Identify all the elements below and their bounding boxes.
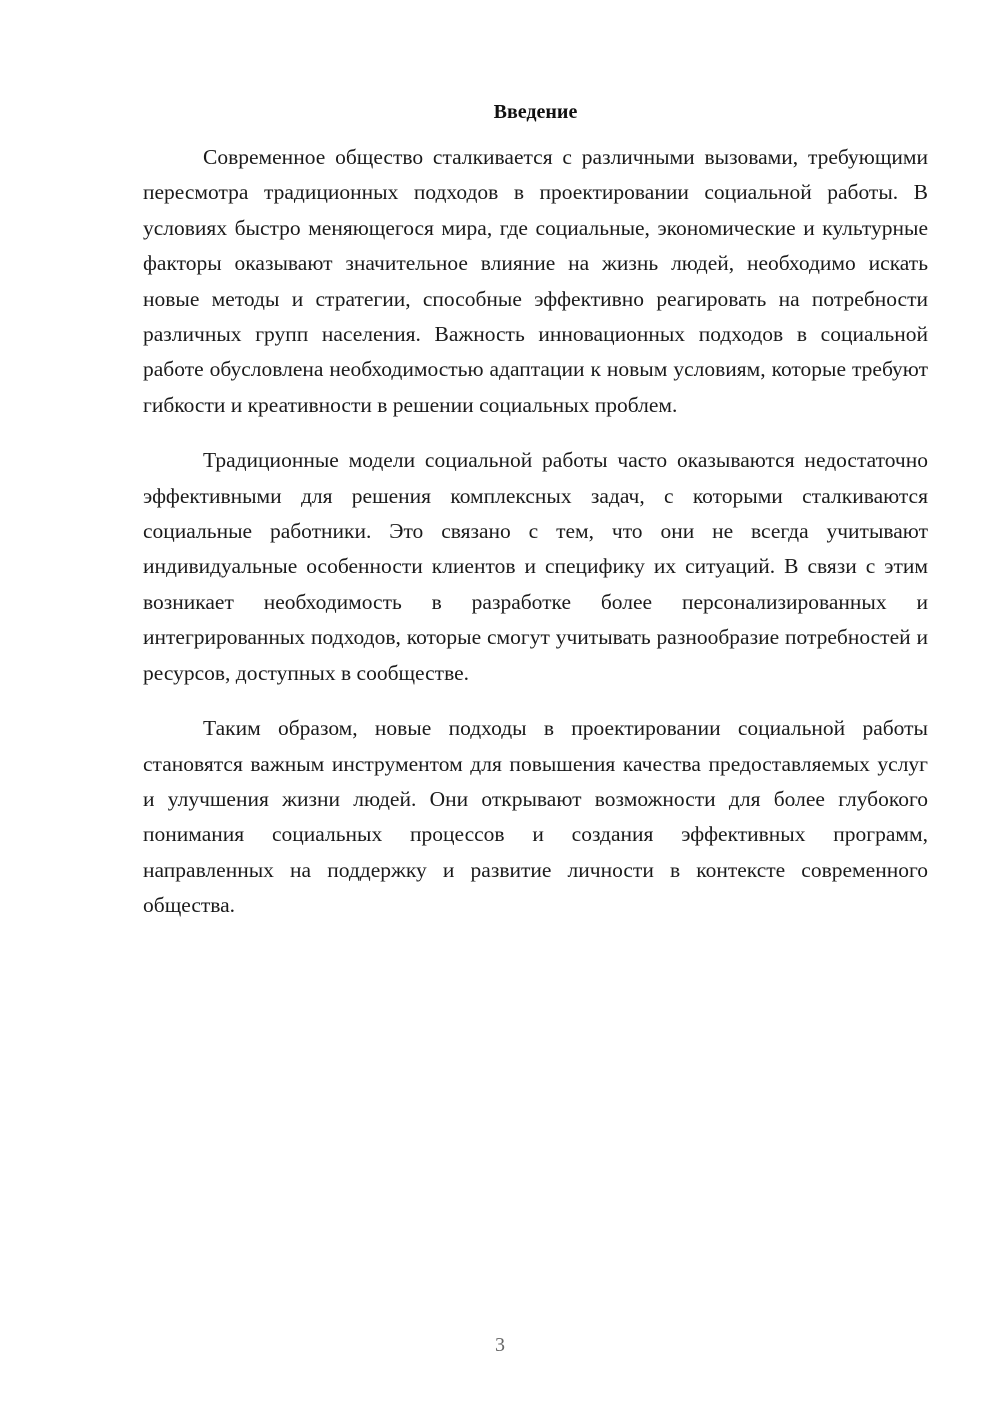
paragraph-3: Таким образом, новые подходы в проектировании социальной работы становятся важным инструментом для повышения качества предоставляемых услуг и улучшения жизни людей. Они открывают возможности для более глубокого понимания социальных процессов и создания эффективных программ, направленных на поддержку и развитие личности в контексте современного общества. xyxy=(143,716,928,918)
paragraph-2: Традиционные модели социальной работы часто оказываются недостаточно эффективными для решения комплексных задач, с которыми сталкиваются социальные работники. Это связано с тем, что они не всегда учитывают индивидуальные особенности клиентов и специфику их ситуаций. В связи с этим возникает необходимость в разработке более персонализированных и интегрированных подходов, которые смогут учитывать разнообразие потребностей и ресурсов, доступных в сообществе. xyxy=(143,448,928,685)
paragraph-1: Современное общество сталкивается с различными вызовами, требующими пересмотра традиционных подходов в проектировании социальной работы. В условиях быстро меняющегося мира, где социальные, экономические и культурные факторы оказывают значительное влияние на жизнь людей, необходимо искать новые методы и стратегии, способные эффективно реагировать на потребности различных групп населения. Важность инновационных подходов в социальной работе обусловлена необходимостью адаптации к новым условиям, которые требуют гибкости и креативности в решении социальных проблем. xyxy=(143,145,928,417)
page-body xyxy=(143,96,928,944)
section-heading: Введение xyxy=(493,101,578,123)
page-number: 3 xyxy=(495,1334,505,1356)
